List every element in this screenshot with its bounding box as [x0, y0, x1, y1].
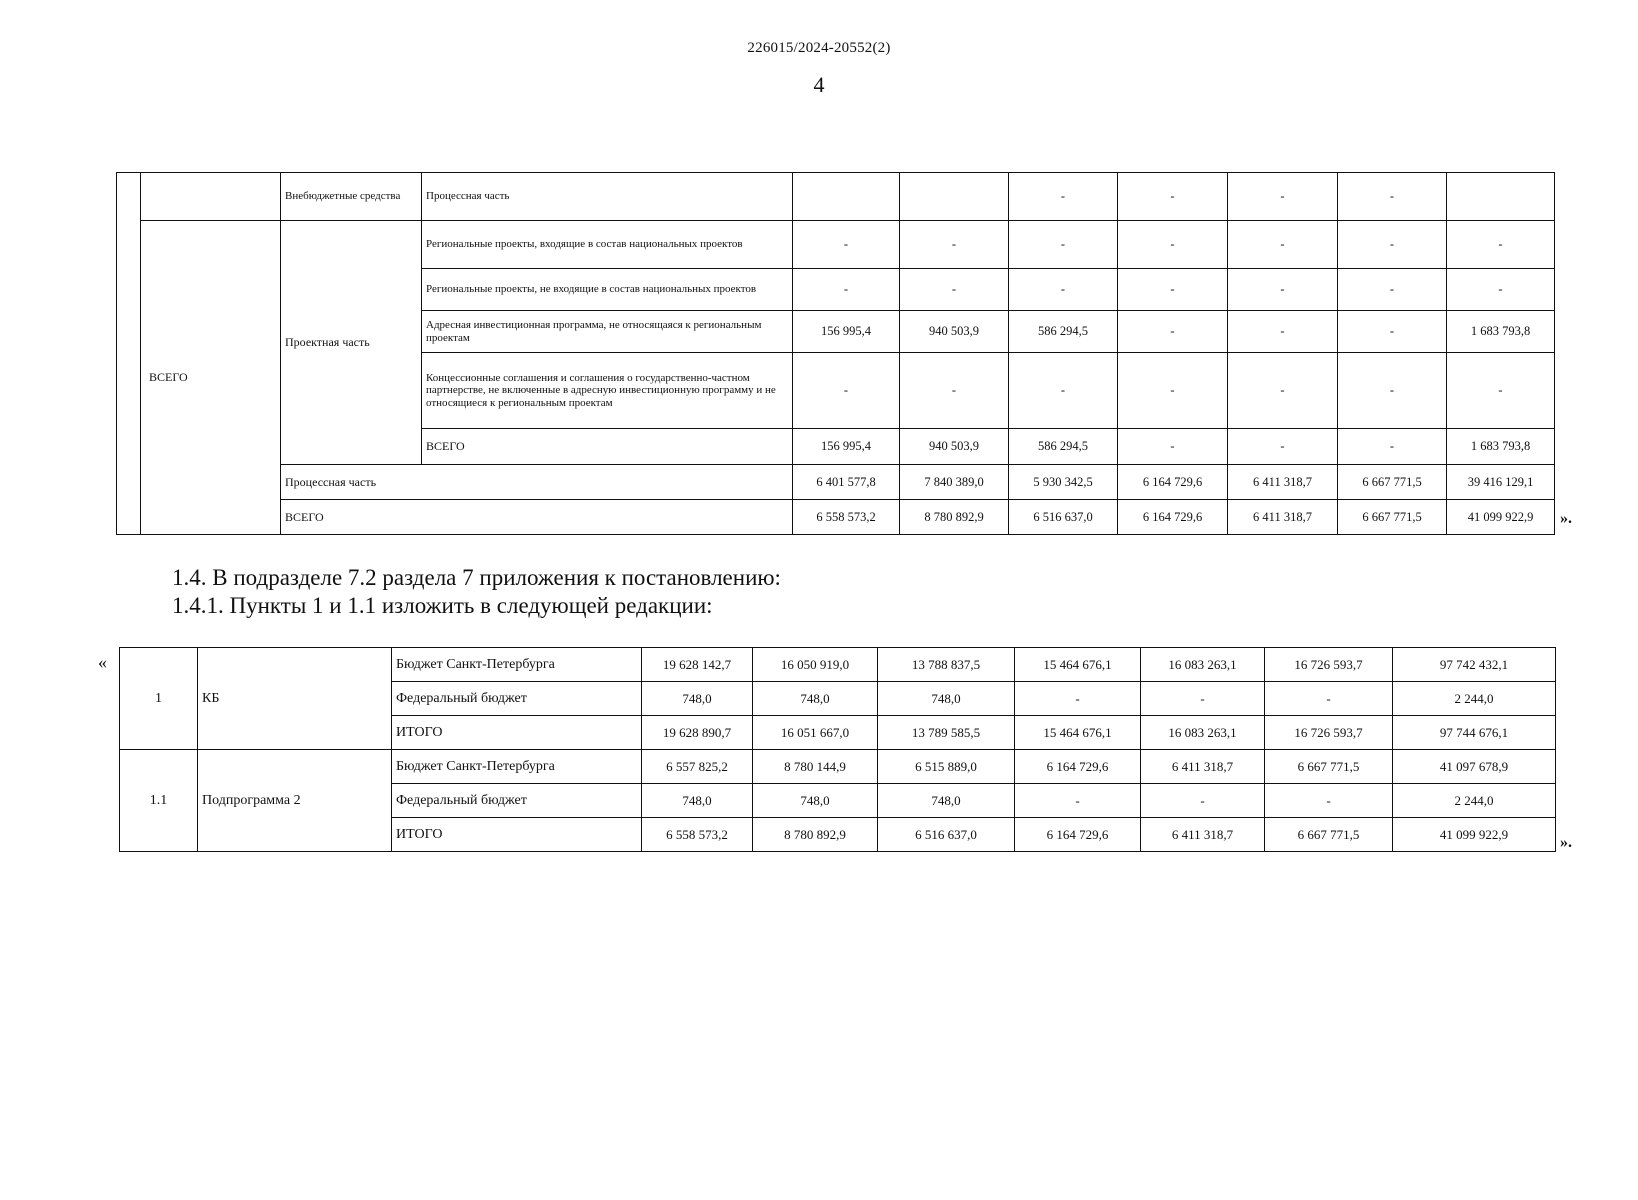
value-cell: 5 930 342,5 — [1009, 465, 1118, 500]
value-cell: 6 558 573,2 — [642, 818, 753, 852]
paragraph-1-4: 1.4. В подразделе 7.2 раздела 7 приложения к постановлению: — [172, 565, 781, 590]
table-row — [117, 465, 1555, 500]
value-cell: 6 516 637,0 — [1009, 500, 1118, 535]
program-funding-table — [119, 647, 1556, 852]
row-group-label: Проектная часть — [281, 221, 422, 465]
value-cell: - — [1228, 221, 1338, 269]
value-cell: 748,0 — [753, 682, 878, 716]
value-cell: 1 683 793,8 — [1447, 311, 1555, 353]
row-label: Бюджет Санкт-Петербурга — [392, 648, 642, 682]
value-cell: - — [1447, 221, 1555, 269]
document-number: 226015/2024-20552(2) — [747, 40, 891, 56]
value-cell: 16 051 667,0 — [753, 716, 878, 750]
value-cell: 6 164 729,6 — [1015, 750, 1141, 784]
row-label: ВСЕГО — [422, 429, 793, 465]
row-label: Концессионные соглашения и соглашения о государственно-частном партнерстве, не включенные в адресную инвестиционную программу и не относящиеся к региональным проектам — [422, 353, 793, 429]
row-label: Бюджет Санкт-Петербурга — [392, 750, 642, 784]
value-cell: 940 503,9 — [900, 311, 1009, 353]
value-cell: - — [1447, 269, 1555, 311]
value-cell: - — [1009, 353, 1118, 429]
value-cell: 41 099 922,9 — [1447, 500, 1555, 535]
value-cell: 748,0 — [878, 784, 1015, 818]
paragraph-1-4-1: 1.4.1. Пункты 1 и 1.1 изложить в следующей редакции: — [172, 593, 713, 618]
value-cell: 16 726 593,7 — [1265, 716, 1393, 750]
value-cell: - — [900, 221, 1009, 269]
value-cell: - — [1141, 784, 1265, 818]
item-name: Подпрограмма 2 — [198, 750, 392, 852]
value-cell: - — [900, 269, 1009, 311]
value-cell: - — [1118, 429, 1228, 465]
row-label: ВСЕГО — [281, 500, 793, 535]
value-cell: - — [1009, 173, 1118, 221]
value-cell: 6 411 318,7 — [1228, 465, 1338, 500]
item-number: 1.1 — [120, 750, 198, 852]
value-cell: - — [793, 353, 900, 429]
value-cell: - — [1009, 269, 1118, 311]
value-cell: 6 667 771,5 — [1265, 750, 1393, 784]
value-cell: 39 416 129,1 — [1447, 465, 1555, 500]
value-cell: - — [1228, 353, 1338, 429]
value-cell: 156 995,4 — [793, 311, 900, 353]
value-cell: - — [1228, 429, 1338, 465]
value-cell: 16 726 593,7 — [1265, 648, 1393, 682]
value-cell: 97 744 676,1 — [1393, 716, 1556, 750]
blank-cell — [117, 173, 141, 535]
value-cell: 19 628 142,7 — [642, 648, 753, 682]
value-cell: - — [1015, 784, 1141, 818]
value-cell: 97 742 432,1 — [1393, 648, 1556, 682]
value-cell: 6 164 729,6 — [1015, 818, 1141, 852]
row-label: Федеральный бюджет — [392, 682, 642, 716]
opening-quote: « — [98, 652, 107, 672]
value-cell: - — [1228, 269, 1338, 311]
value-cell: 19 628 890,7 — [642, 716, 753, 750]
value-cell: 6 557 825,2 — [642, 750, 753, 784]
value-cell: - — [1118, 221, 1228, 269]
value-cell: - — [1228, 311, 1338, 353]
value-cell: 586 294,5 — [1009, 311, 1118, 353]
value-cell: 8 780 144,9 — [753, 750, 878, 784]
table-row — [120, 648, 1556, 682]
closing-quote: ». — [1560, 834, 1572, 851]
value-cell: 2 244,0 — [1393, 784, 1556, 818]
value-cell: 586 294,5 — [1009, 429, 1118, 465]
value-cell: 8 780 892,9 — [900, 500, 1009, 535]
value-cell: 41 099 922,9 — [1393, 818, 1556, 852]
value-cell: 16 083 263,1 — [1141, 648, 1265, 682]
value-cell: 6 401 577,8 — [793, 465, 900, 500]
value-cell: 748,0 — [878, 682, 1015, 716]
row-label: Внебюджетные средства — [281, 173, 422, 221]
value-cell: 748,0 — [642, 784, 753, 818]
row-label: Процессная часть — [281, 465, 793, 500]
row-label: Региональные проекты, входящие в состав национальных проектов — [422, 221, 793, 269]
item-name: КБ — [198, 648, 392, 750]
value-cell: 13 788 837,5 — [878, 648, 1015, 682]
value-cell: 748,0 — [753, 784, 878, 818]
value-cell: 6 667 771,5 — [1265, 818, 1393, 852]
value-cell: 156 995,4 — [793, 429, 900, 465]
table-row — [117, 173, 1555, 221]
row-label: Процессная часть — [422, 173, 793, 221]
value-cell: - — [1118, 269, 1228, 311]
value-cell: - — [1009, 221, 1118, 269]
value-cell: 16 050 919,0 — [753, 648, 878, 682]
value-cell: 6 667 771,5 — [1338, 465, 1447, 500]
value-cell: 15 464 676,1 — [1015, 648, 1141, 682]
value-cell: - — [1338, 269, 1447, 311]
value-cell: 6 164 729,6 — [1118, 465, 1228, 500]
value-cell: 6 164 729,6 — [1118, 500, 1228, 535]
row-label: ИТОГО — [392, 716, 642, 750]
value-cell: - — [1338, 221, 1447, 269]
value-cell: 2 244,0 — [1393, 682, 1556, 716]
value-cell: - — [1228, 173, 1338, 221]
value-cell — [793, 173, 900, 221]
value-cell: - — [793, 269, 900, 311]
row-group-label: ВСЕГО — [141, 221, 281, 535]
value-cell: - — [1118, 173, 1228, 221]
value-cell: - — [1338, 173, 1447, 221]
page-number: 4 — [813, 72, 825, 97]
value-cell: 15 464 676,1 — [1015, 716, 1141, 750]
row-label: Федеральный бюджет — [392, 784, 642, 818]
value-cell: 6 411 318,7 — [1141, 750, 1265, 784]
row-label: ИТОГО — [392, 818, 642, 852]
value-cell: - — [1118, 353, 1228, 429]
value-cell: 6 515 889,0 — [878, 750, 1015, 784]
blank-cell — [141, 173, 281, 221]
value-cell — [900, 173, 1009, 221]
value-cell: - — [1265, 784, 1393, 818]
value-cell: 16 083 263,1 — [1141, 716, 1265, 750]
value-cell: - — [1265, 682, 1393, 716]
funding-table-continuation — [116, 172, 1555, 535]
row-label: Адресная инвестиционная программа, не относящаяся к региональным проектам — [422, 311, 793, 353]
value-cell: - — [1447, 353, 1555, 429]
value-cell: - — [1338, 311, 1447, 353]
value-cell: 7 840 389,0 — [900, 465, 1009, 500]
value-cell: - — [1141, 682, 1265, 716]
value-cell: 41 097 678,9 — [1393, 750, 1556, 784]
value-cell: - — [1118, 311, 1228, 353]
table-row — [120, 750, 1556, 784]
value-cell: 6 411 318,7 — [1141, 818, 1265, 852]
table-row — [117, 500, 1555, 535]
value-cell: 13 789 585,5 — [878, 716, 1015, 750]
value-cell: 940 503,9 — [900, 429, 1009, 465]
row-label: Региональные проекты, не входящие в состав национальных проектов — [422, 269, 793, 311]
value-cell: - — [1338, 353, 1447, 429]
value-cell: 1 683 793,8 — [1447, 429, 1555, 465]
value-cell: - — [1015, 682, 1141, 716]
value-cell: 6 558 573,2 — [793, 500, 900, 535]
value-cell: 6 411 318,7 — [1228, 500, 1338, 535]
value-cell: 6 667 771,5 — [1338, 500, 1447, 535]
value-cell: - — [793, 221, 900, 269]
closing-quote: ». — [1560, 510, 1572, 527]
value-cell: - — [1338, 429, 1447, 465]
value-cell — [1447, 173, 1555, 221]
item-number: 1 — [120, 648, 198, 750]
value-cell: 6 516 637,0 — [878, 818, 1015, 852]
value-cell: 748,0 — [642, 682, 753, 716]
value-cell: 8 780 892,9 — [753, 818, 878, 852]
table-row — [117, 221, 1555, 269]
value-cell: - — [900, 353, 1009, 429]
